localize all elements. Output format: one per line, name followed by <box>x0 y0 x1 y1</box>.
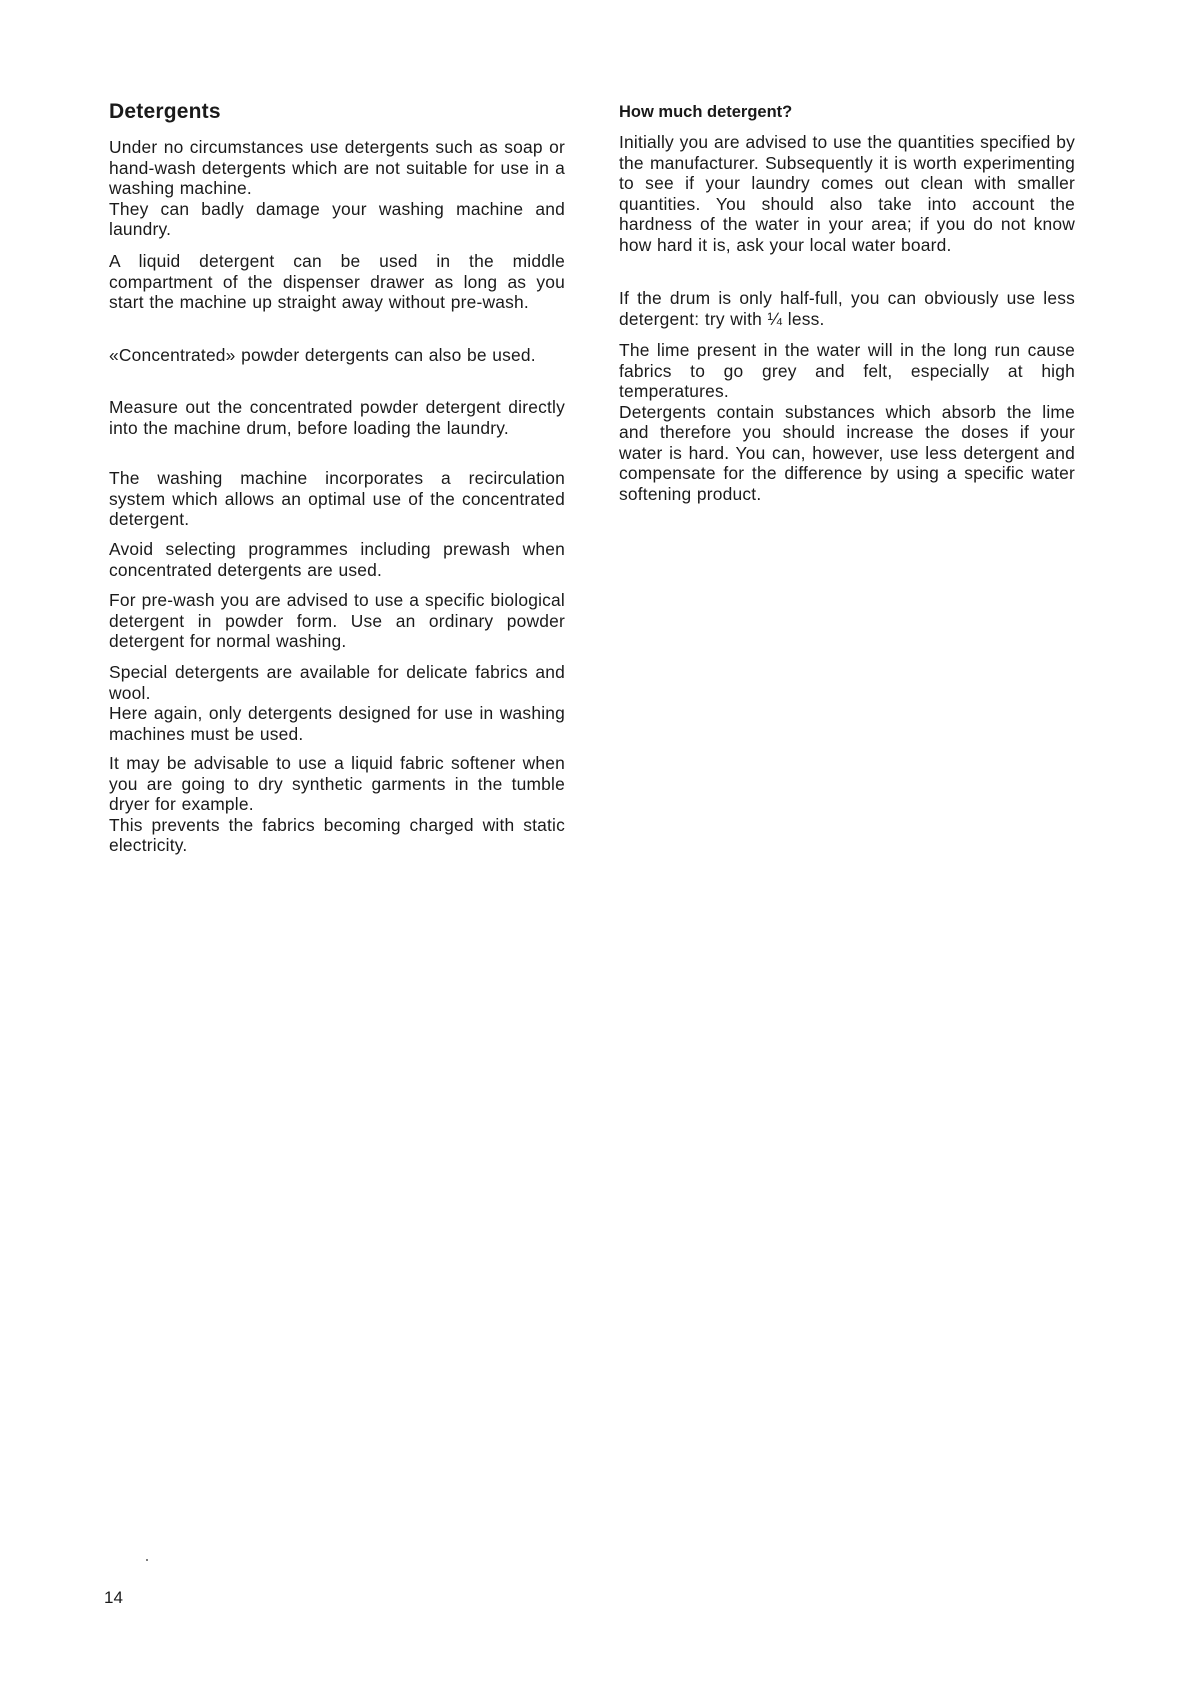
paragraph-avoid-prewash: Avoid selecting programmes including prewash when concentrated detergents are used. <box>109 539 565 580</box>
paragraph-unsuitable-detergents: Under no circumstances use detergents such as soap or hand-wash detergents which are not suitable for use in a washing machine. They can badly damage your washing machine and laundry. <box>109 137 565 239</box>
paragraph-half-full: If the drum is only half-full, you can obviously use less detergent: try with ¼ less. <box>619 288 1075 329</box>
paragraph-lime: The lime present in the water will in the long run cause fabrics to go grey and felt, especially at high temperatures. Detergents contain substances which absorb the lime and therefore you should increase the doses if your water is hard. You can, however, use less detergent and compensate for the difference by using a specific water softening product. <box>619 340 1075 504</box>
paragraph-liquid-detergent: A liquid detergent can be used in the middle compartment of the dispenser drawer as long as you start the machine up straight away without pre-wash. <box>109 251 565 312</box>
section-heading-how-much: How much detergent? <box>619 103 793 121</box>
paragraph-measure-out: Measure out the concentrated powder detergent directly into the machine drum, before loading the laundry. <box>109 397 565 438</box>
paragraph-prewash-advice: For pre-wash you are advised to use a specific biological detergent in powder form. Use an ordinary powder detergent for normal washing. <box>109 590 565 651</box>
paragraph-recirculation: The washing machine incorporates a recirculation system which allows an optimal use of the concentrated detergent. <box>109 468 565 529</box>
section-heading-detergents: Detergents <box>109 100 221 123</box>
paragraph-fabric-softener: It may be advisable to use a liquid fabric softener when you are going to dry synthetic garments in the tumble dryer for example. This prevents the fabrics becoming charged with static electricity. <box>109 753 565 855</box>
paragraph-quantities: Initially you are advised to use the quantities specified by the manufacturer. Subsequently it is worth experimenting to see if your laundry comes out clean with smaller quantities. You should also take into account the hardness of the water in your area; if you do not know how hard it is, ask your local water board. <box>619 132 1075 255</box>
page-number: 14 <box>104 1588 123 1607</box>
scan-speck <box>146 1559 148 1561</box>
paragraph-special-detergents: Special detergents are available for delicate fabrics and wool. Here again, only detergents designed for use in washing machines must be used. <box>109 662 565 744</box>
paragraph-concentrated-powder: «Concentrated» powder detergents can also be used. <box>109 345 536 365</box>
